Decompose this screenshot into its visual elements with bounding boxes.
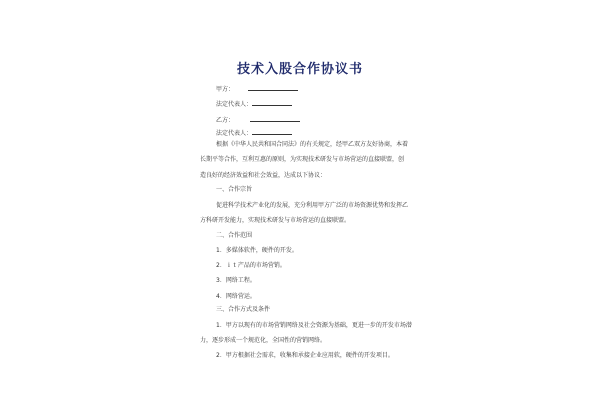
scope-item-3: 3．网络工程。 [216,277,256,284]
party-a-label: 甲方： [216,86,235,93]
section2-heading: 二、合作范围 [216,232,253,239]
intro-paragraph-line1: 根据《中华人民共和国合同法》的有关规定，经甲乙双方友好协商，本着 [216,141,409,148]
party-b-rep-line [216,128,292,138]
party-b-label: 乙方： [216,117,235,124]
cond-item-2: 2．甲方根据社会需求，收集和承接企业应用软，硬件的开发项目。 [216,352,394,359]
party-b-blank [250,115,300,122]
cond-item-1-line1: 1．甲方以现有的市场营销网络及社会资源为基础，更进一步的开发市场潜 [216,322,412,329]
party-b-rep-blank [252,128,292,135]
party-b-rep-label: 法定代表人： [216,130,253,137]
party-a-rep-blank [252,99,292,106]
party-a-blank [248,84,298,91]
intro-paragraph-line2: 长期平等合作，互利互惠的原则，为实现技术研发与市场营运的直接联盟，创 [200,156,405,163]
party-a-rep-label: 法定代表人： [216,101,253,108]
section1-line2: 方科研开发能力，实现技术研发与市场营运的直接联盟。 [200,217,351,224]
section3-heading: 三、合作方式及条件 [216,306,271,313]
section1-line1: 促进科学技术产业化的发展，充分利用甲方广泛的市场资源优势和发挥乙 [216,202,409,209]
party-a-rep-line [216,99,292,109]
cond-item-1-line2: 力，逐步形成一个规范化，全国性的营销网络。 [200,337,327,344]
intro-paragraph-line3: 造良好的经济效益和社会效益，达成以下协议： [200,172,327,179]
scope-item-4: 4．网络营运。 [216,293,256,300]
scope-item-2: 2．ｉｔ产品的市场营销。 [216,262,286,269]
scope-item-1: 1．多媒体软件，硬件的开发。 [216,247,298,254]
party-a-line [216,84,298,94]
party-b-line [216,115,300,125]
section1-heading: 一、合作宗旨 [216,186,253,193]
document-title: 技术入股合作协议书 [236,62,363,77]
